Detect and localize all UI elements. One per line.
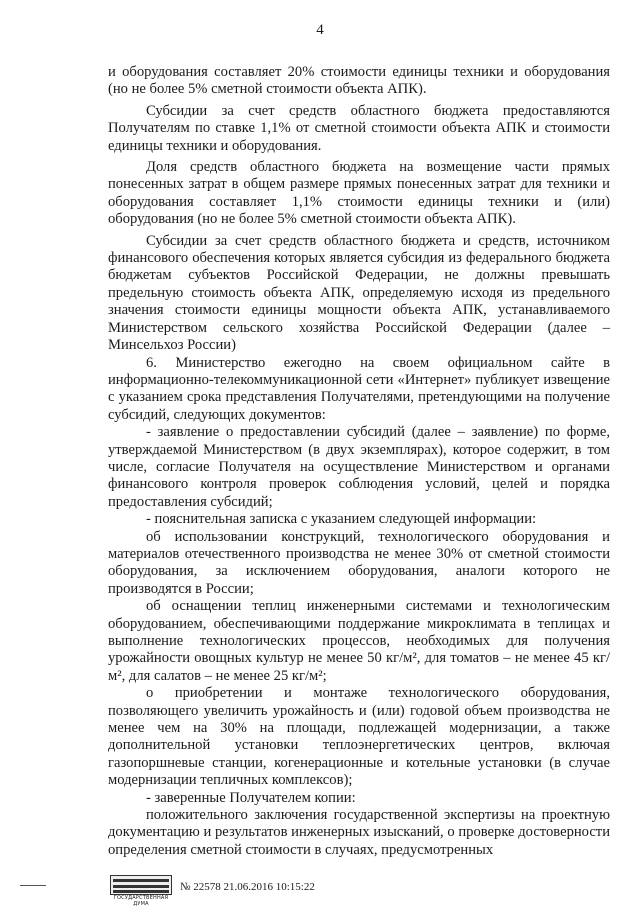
paragraph-expert-conclusion: положительного заключения государственной экспертизы на проектную документацию и результатов инженерных изысканий, о проверке достоверности определения сметной стоимости в случаях, предусмотренных — [108, 807, 610, 858]
footer-rule — [20, 885, 46, 886]
page-number: 4 — [316, 22, 324, 38]
duma-building-logo — [110, 875, 172, 895]
paragraph-subsidy-rate: Субсидии за счет средств областного бюджета предоставляются Получателям по ставке 1,1% от сметной стоимости объекта АПК и стоимости единицы техники и оборудования. — [108, 102, 610, 154]
paragraph-greenhouse-equipment: об оснащении теплиц инженерными системами и технологическим оборудованием, обеспечивающими поддержание микроклимата в теплицах и выполнение технологических процессов, необходимых для получения урожайности овощных культур не менее 50 кг/м², для томатов – не менее 45 кг/м², для салатов – не менее 25 кг/м²; — [108, 598, 610, 684]
registration-stamp: № 22578 21.06.2016 10:15:22 — [180, 881, 315, 893]
logo-caption: ГОСУДАРСТВЕННАЯ ДУМА — [113, 895, 169, 907]
paragraph-subsidy-limit: Субсидии за счет средств областного бюджета и средств, источником финансового обеспечения которых является субсидия из федерального бюджета бюджетам субъектов Российской Федерации, не должны превышать предельную стоимость объекта АПК, определяемую исходя из предельного значения стоимости единицы мощности объекта АПК, устанавливаемого Министерством сельского хозяйства Российской Федерации (далее – Минсельхоз России) — [108, 232, 610, 354]
paragraph-application: - заявление о предоставлении субсидий (далее – заявление) по форме, утверждаемой Министерством (в двух экземплярах), которое содержит, в том числе, согласие Получателя на осуществление Министерством и органами финансового контроля проверок соблюдения условий, целей и порядка предоставления субсидий; — [108, 424, 610, 510]
paragraph-domestic-materials: об использовании конструкций, технологического оборудования и материалов отечественного производства не менее 30% от сметной стоимости оборудования, за исключением оборудования, аналоги которого не производятся в России; — [108, 528, 610, 597]
document-footer — [0, 872, 640, 907]
paragraph-ministry-notice: 6. Министерство ежегодно на своем официальном сайте в информационно-телекоммуникационной сети «Интернет» публикует извещение с указанием срока представления Получателями, претендующими на получение субсидий, следующих документов: — [108, 354, 610, 423]
paragraph-budget-share: Доля средств областного бюджета на возмещение части прямых понесенных затрат в общем размере прямых понесенных затрат для техники и оборудования составляет 1,1% стоимости единицы техники и (или) оборудования (но не более 5% сметной стоимости объекта АПК). — [108, 159, 610, 228]
paragraph-explanatory-note: - пояснительная записка с указанием следующей информации: — [146, 511, 537, 528]
paragraph-certified-copies: - заверенные Получателем копии: — [146, 789, 356, 806]
paragraph-continuation: и оборудования составляет 20% стоимости единицы техники и оборудования (но не более 5% сметной стоимости объекта АПК). — [108, 64, 610, 98]
document-body — [108, 64, 610, 859]
paragraph-equipment-purchase: о приобретении и монтаже технологического оборудования, позволяющего увеличить урожайность и (или) годовой объем производства не менее чем на 30% на площади, подлежащей модернизации, а также дополнительной установки теплоэнергетических центров, включая газопоршневые станции, когенерационные и котельные установки (в случае модернизации тепличных комплексов); — [108, 685, 610, 789]
